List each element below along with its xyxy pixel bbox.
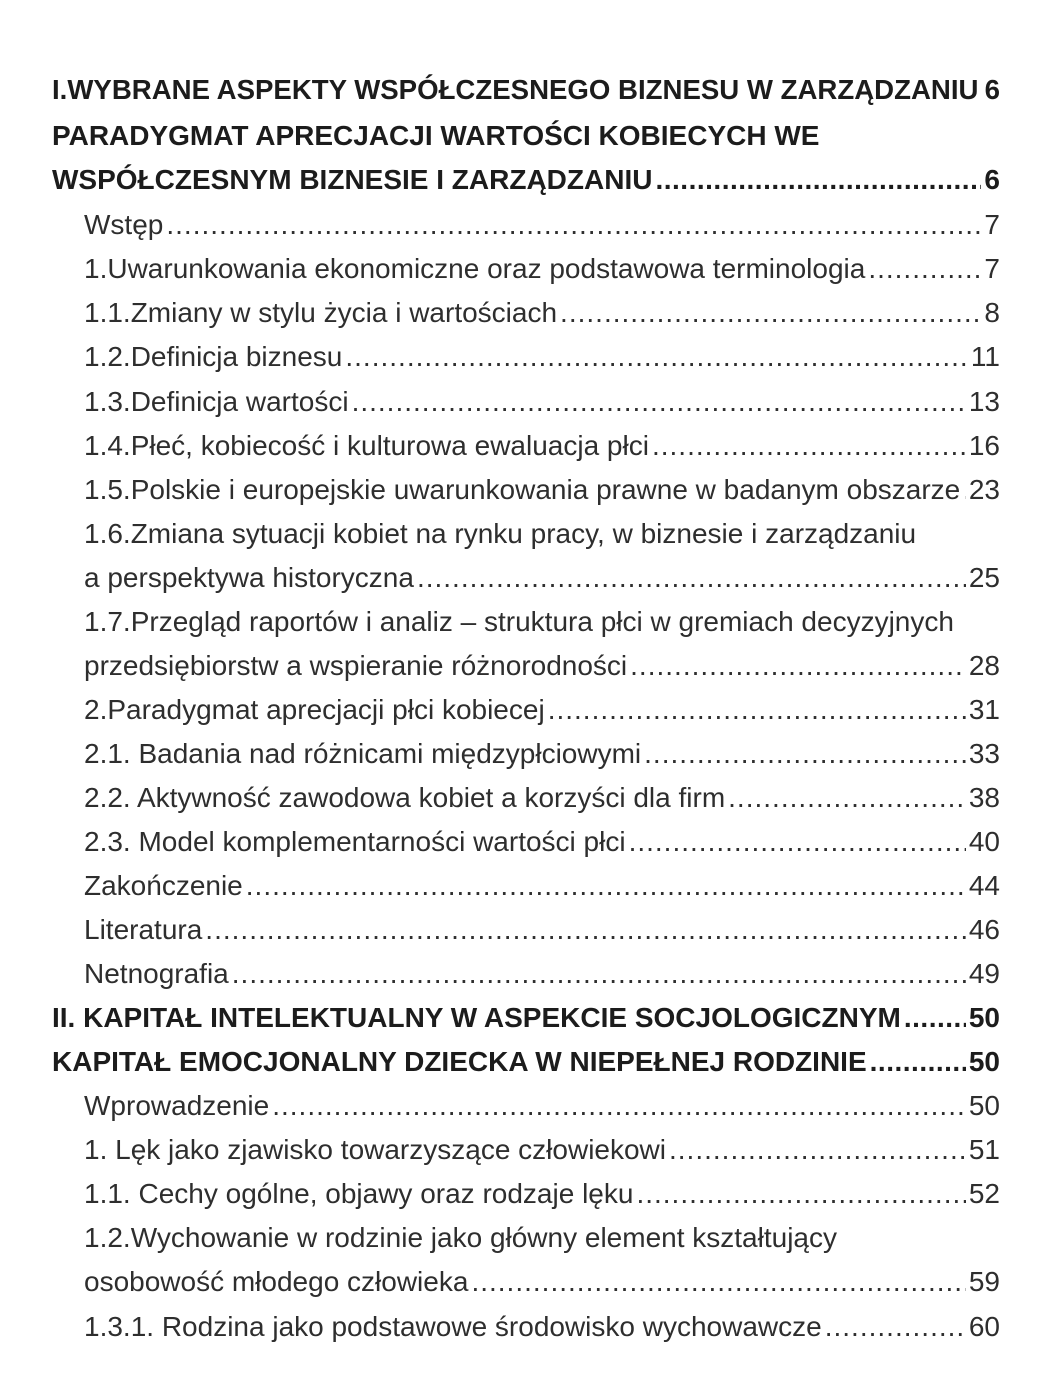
toc-entry-page: 31 [968, 694, 1000, 725]
toc-entry-page: 60 [968, 1311, 1000, 1342]
toc-entry-line [84, 556, 1000, 600]
toc-entry-title: Literatura [84, 914, 203, 945]
toc-entry-title: osobowość młodego człowieka [84, 1266, 469, 1297]
toc-entry-title: przedsiębiorstw a wspieranie różnorodności [84, 650, 628, 681]
toc-entry-line [84, 1305, 1000, 1349]
toc-entry-title: 1.2.Definicja biznesu [84, 341, 343, 372]
toc-entry-title: I.WYBRANE ASPEKTY WSPÓŁCZESNEGO BIZNESU W ZARZĄDZANIU [52, 74, 979, 105]
toc-entry-page: 33 [968, 738, 1000, 769]
toc-entry-line [84, 247, 1000, 291]
dot-leader [644, 732, 966, 776]
toc-entry-title: 1.3.Definicja wartości [84, 386, 349, 417]
toc-entry-title: 1.Uwarunkowania ekonomiczne oraz podstawowa terminologia [84, 253, 866, 284]
toc-entry-title: 2.2. Aktywność zawodowa kobiet a korzyści dla firm [84, 782, 726, 813]
toc-entry-line [84, 380, 1000, 424]
toc-entry-page: 59 [968, 1266, 1000, 1297]
toc-entry-title: WSPÓŁCZESNYM BIZNESIE I ZARZĄDZANIU [52, 164, 653, 195]
toc-entry-line [84, 732, 1000, 776]
toc-entry-title: 1. Lęk jako zjawisko towarzyszące człowiekowi [84, 1134, 666, 1165]
toc-entry-line [84, 776, 1000, 820]
toc-entry-title: 1.3.1. Rodzina jako podstawowe środowisko wychowawcze [84, 1311, 822, 1342]
toc-entry-line [52, 1040, 1000, 1084]
toc-entry-page: 40 [968, 826, 1000, 857]
toc-entry-line [84, 1084, 1000, 1128]
dot-leader [166, 203, 981, 247]
toc-entry-line [52, 996, 1000, 1040]
toc-entry-page: 51 [968, 1134, 1000, 1165]
toc-entry-title: KAPITAŁ EMOCJONALNY DZIECKA W NIEPEŁNEJ RODZINIE [52, 1046, 867, 1077]
toc-entry-page: 6 [984, 164, 1000, 195]
toc-entry-line [52, 114, 1000, 158]
toc-entry-page: 23 [968, 474, 1000, 505]
toc-entry-line [84, 908, 1000, 952]
toc-entry-page: 50 [968, 1090, 1000, 1121]
dot-leader [870, 1040, 966, 1084]
dot-leader [205, 908, 966, 952]
dot-leader [630, 644, 966, 688]
toc-entry-title: Wprowadzenie [84, 1090, 270, 1121]
toc-entry-line [84, 1128, 1000, 1172]
dot-leader [560, 291, 981, 335]
toc-entry-page: 44 [968, 870, 1000, 901]
toc-entry-title: 2.1. Badania nad różnicami międzypłciowymi [84, 738, 642, 769]
toc-entry-line [84, 952, 1000, 996]
toc-entry-line [84, 512, 1000, 556]
toc-entry-title: 1.1.Zmiany w stylu życia i wartościach [84, 297, 558, 328]
toc-entry-page: 50 [968, 1046, 1000, 1077]
toc-entry-line [84, 688, 1000, 732]
toc-entry-title: 2.3. Model komplementarności wartości płci [84, 826, 626, 857]
dot-leader [417, 556, 966, 600]
toc-entry-title: 1.4.Płeć, kobiecość i kulturowa ewaluacja płci [84, 430, 649, 461]
toc-entry-title: a perspektywa historyczna [84, 562, 414, 593]
dot-leader [232, 952, 966, 996]
dot-leader [904, 996, 966, 1040]
toc-entry-line [84, 820, 1000, 864]
toc-entry-page: 11 [970, 341, 1000, 372]
toc-entry-page: 16 [968, 430, 1000, 461]
toc-entry-title: 2.Paradygmat aprecjacji płci kobiecej [84, 694, 545, 725]
toc-entry-page: 38 [968, 782, 1000, 813]
dot-leader [963, 468, 966, 512]
dot-leader [548, 688, 966, 732]
toc-entry-page: 46 [968, 914, 1000, 945]
toc-entry-line [84, 1216, 1000, 1260]
toc-entry-page: 25 [968, 562, 1000, 593]
dot-leader [669, 1128, 966, 1172]
toc-entry-line [84, 1260, 1000, 1304]
toc-entry-page: 52 [968, 1178, 1000, 1209]
toc-entry-line [84, 424, 1000, 468]
toc-entry-page: 6 [984, 74, 1000, 105]
toc-entry-page: 13 [968, 386, 1000, 417]
toc-entry-line [84, 644, 1000, 688]
dot-leader [655, 158, 981, 202]
toc-entry-page: 28 [968, 650, 1000, 681]
dot-leader [868, 247, 981, 291]
toc-entry-line [84, 203, 1000, 247]
dot-leader [471, 1260, 965, 1304]
toc-entry-title: PARADYGMAT APRECJACJI WARTOŚCI KOBIECYCH WE [52, 120, 820, 151]
toc-entry-line [52, 158, 1000, 202]
toc-entry-line [84, 335, 1000, 379]
toc-entry-title: 1.2.Wychowanie w rodzinie jako główny element kształtujący [84, 1222, 837, 1253]
toc-entry-title: Zakończenie [84, 870, 243, 901]
toc-entry-title: Wstęp [84, 209, 164, 240]
toc-entry-page: 49 [968, 958, 1000, 989]
dot-leader [636, 1172, 965, 1216]
dot-leader [825, 1305, 966, 1349]
toc-entry-title: 1.7.Przegląd raportów i analiz – struktura płci w gremiach decyzyjnych [84, 606, 954, 637]
toc-entry-line [84, 468, 1000, 512]
toc-entry-page: 8 [984, 297, 1000, 328]
toc-entry-line [84, 600, 1000, 644]
toc-entry-page: 50 [968, 1002, 1000, 1033]
toc-entry-line [84, 864, 1000, 908]
dot-leader [345, 335, 968, 379]
toc-entry-title: Netnografia [84, 958, 229, 989]
toc-entry-title: 1.5.Polskie i europejskie uwarunkowania prawne w badanym obszarze [84, 474, 961, 505]
dot-leader [272, 1084, 966, 1128]
toc-entry-line [84, 1172, 1000, 1216]
toc-entry-line [84, 291, 1000, 335]
dot-leader [246, 864, 966, 908]
dot-leader [352, 380, 966, 424]
dot-leader [728, 776, 966, 820]
toc-entry-title: II. KAPITAŁ INTELEKTUALNY W ASPEKCIE SOCJOLOGICZNYM [52, 1002, 901, 1033]
toc-entry-line [52, 68, 1000, 112]
toc-entry-title: 1.6.Zmiana sytuacji kobiet na rynku pracy, w biznesie i zarządzaniu [84, 518, 917, 549]
dot-leader [652, 424, 966, 468]
toc-entry-title: 1.1. Cechy ogólne, objawy oraz rodzaje lęku [84, 1178, 634, 1209]
toc-entry-page: 7 [984, 209, 1000, 240]
toc-entry-page: 7 [984, 253, 1000, 284]
dot-leader [629, 820, 966, 864]
